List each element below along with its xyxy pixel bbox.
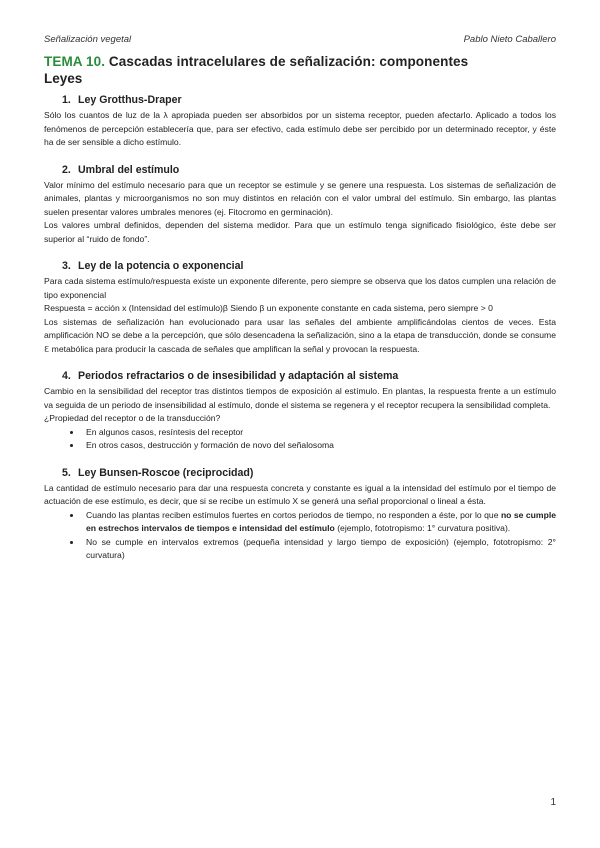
page-number: 1 — [550, 797, 556, 808]
list-item: • En otros casos, destrucción y formación de novo del señalosoma — [82, 439, 556, 453]
section-heading — [44, 94, 556, 106]
paragraph: Para cada sistema estímulo/respuesta existe un exponente diferente, pero siempre se observa que los datos cumplen una relación de tipo exponencial — [44, 276, 556, 300]
title-text: Cascadas intracelulares de señalización: componentes — [105, 54, 469, 69]
list-item: • No se cumple en intervalos extremos (pequeña intensidad y largo tiempo de exposición) (ejemplo, fototropismo: 2° curvatura) — [82, 536, 556, 563]
section-heading-text: Umbral del estímulo — [78, 163, 180, 176]
section-heading-text: Ley de la potencia o exponencial — [78, 260, 244, 272]
section-number: 3. — [62, 260, 71, 272]
formula-paragraph: Respuesta = acción x (Intensidad del estímulo)β Siendo β un exponente constante en cada sistema, pero siempre > 0 — [44, 303, 493, 313]
section-number: 4. — [62, 370, 71, 382]
list-item-text: Cuando las plantas reciben estímulos fuertes en cortos periodos de tiempo, no responden a éste, por lo que — [86, 509, 501, 520]
section-5 — [44, 467, 556, 563]
bullet-list — [44, 426, 556, 453]
section-heading-text: Ley Bunsen-Roscoe (reciprocidad) — [78, 466, 254, 479]
paragraph: Cambio en la sensibilidad del receptor tras distintos tiempos de exposición al estímulo. En plantas, la respuesta frente a un estímulo va seguida de un periodo de insensibilidad al estímulo, donde el sistema se regenera y el receptor recupera la sensibilidad completa. — [44, 386, 556, 410]
paragraph: Los valores umbral definidos, dependen del sistema medidor. Para que un estímulo tenga significado fisiológico, éste debe ser superior al “ruido de fondo”. — [44, 220, 556, 244]
list-item: • En algunos casos, resíntesis del receptor — [82, 426, 556, 440]
section-title-leyes: Leyes — [44, 71, 83, 86]
section-heading — [44, 260, 556, 272]
section-heading-text: Ley Grotthus-Draper — [78, 94, 182, 106]
section-2 — [44, 164, 556, 247]
paragraph: Sólo los cuantos de luz de la λ apropiada pueden ser absorbidos por un sistema receptor, pueden afectarlo. Aplicado a todos los fenómenos de percepción establecería que, para ser efectivo, cada estímulo debe ser percibido por un determinado receptor, y éste ha de ser sensible a dicho estímulo. — [44, 110, 556, 147]
list-item-text: (ejemplo, fototropismo: 1° curvatura positiva). — [334, 523, 511, 533]
section-4 — [44, 370, 556, 453]
page-header — [44, 34, 556, 45]
title-number: TEMA 10. — [44, 54, 106, 69]
section-number: 5. — [62, 466, 71, 479]
section-1 — [44, 94, 556, 150]
section-heading — [44, 467, 556, 479]
header-author: Pablo Nieto Caballero — [463, 34, 556, 45]
paragraph: Valor mínimo del estímulo necesario para que un receptor se estimule y se genere una respuesta. Los sistemas de señalización de animales, plantas y microorganismos no son muy distintos en relación con el valor umbral del estímulo. Sin embargo, las plantas suelen presentar valores umbrales menores (ej. Fitocromo en germinación). — [44, 179, 556, 217]
paragraph: La cantidad de estímulo necesario para dar una respuesta concreta y constante es igual a la intensidad del estímulo por el tiempo de actuación de ese estímulo, es decir, que si se recibe un estímulo X se generá una señal proporcional o lineal a ésta. — [44, 482, 556, 506]
page-title — [44, 54, 556, 69]
section-heading — [44, 370, 556, 382]
section-number: 2. — [62, 163, 71, 176]
section-3 — [44, 260, 556, 356]
header-course: Señalización vegetal — [44, 34, 132, 45]
paragraph: Los sistemas de señalización han evolucionado para usar las señales del ambiente amplificándolas cientos de veces. Esta amplificación NO se debe a la percepción, que sólo desencadena la señalización, sino a la etapa de transducción, donde se consume ℇ metabólica para producir la cascada de señales que amplifican la señal y provocan la respuesta. — [44, 316, 556, 354]
list-item — [82, 509, 556, 536]
section-heading — [44, 164, 556, 176]
section-number: 1. — [62, 94, 71, 106]
bullet-list — [44, 509, 556, 563]
paragraph: ¿Propiedad del receptor o de la transducción? — [44, 413, 221, 423]
section-heading-text: Periodos refractarios o de insesibilidad y adaptación al sistema — [78, 370, 399, 382]
list-item-bold-text: no se cumple en estrechos intervalos de tiempos e intensidad del estímulo — [86, 509, 556, 533]
